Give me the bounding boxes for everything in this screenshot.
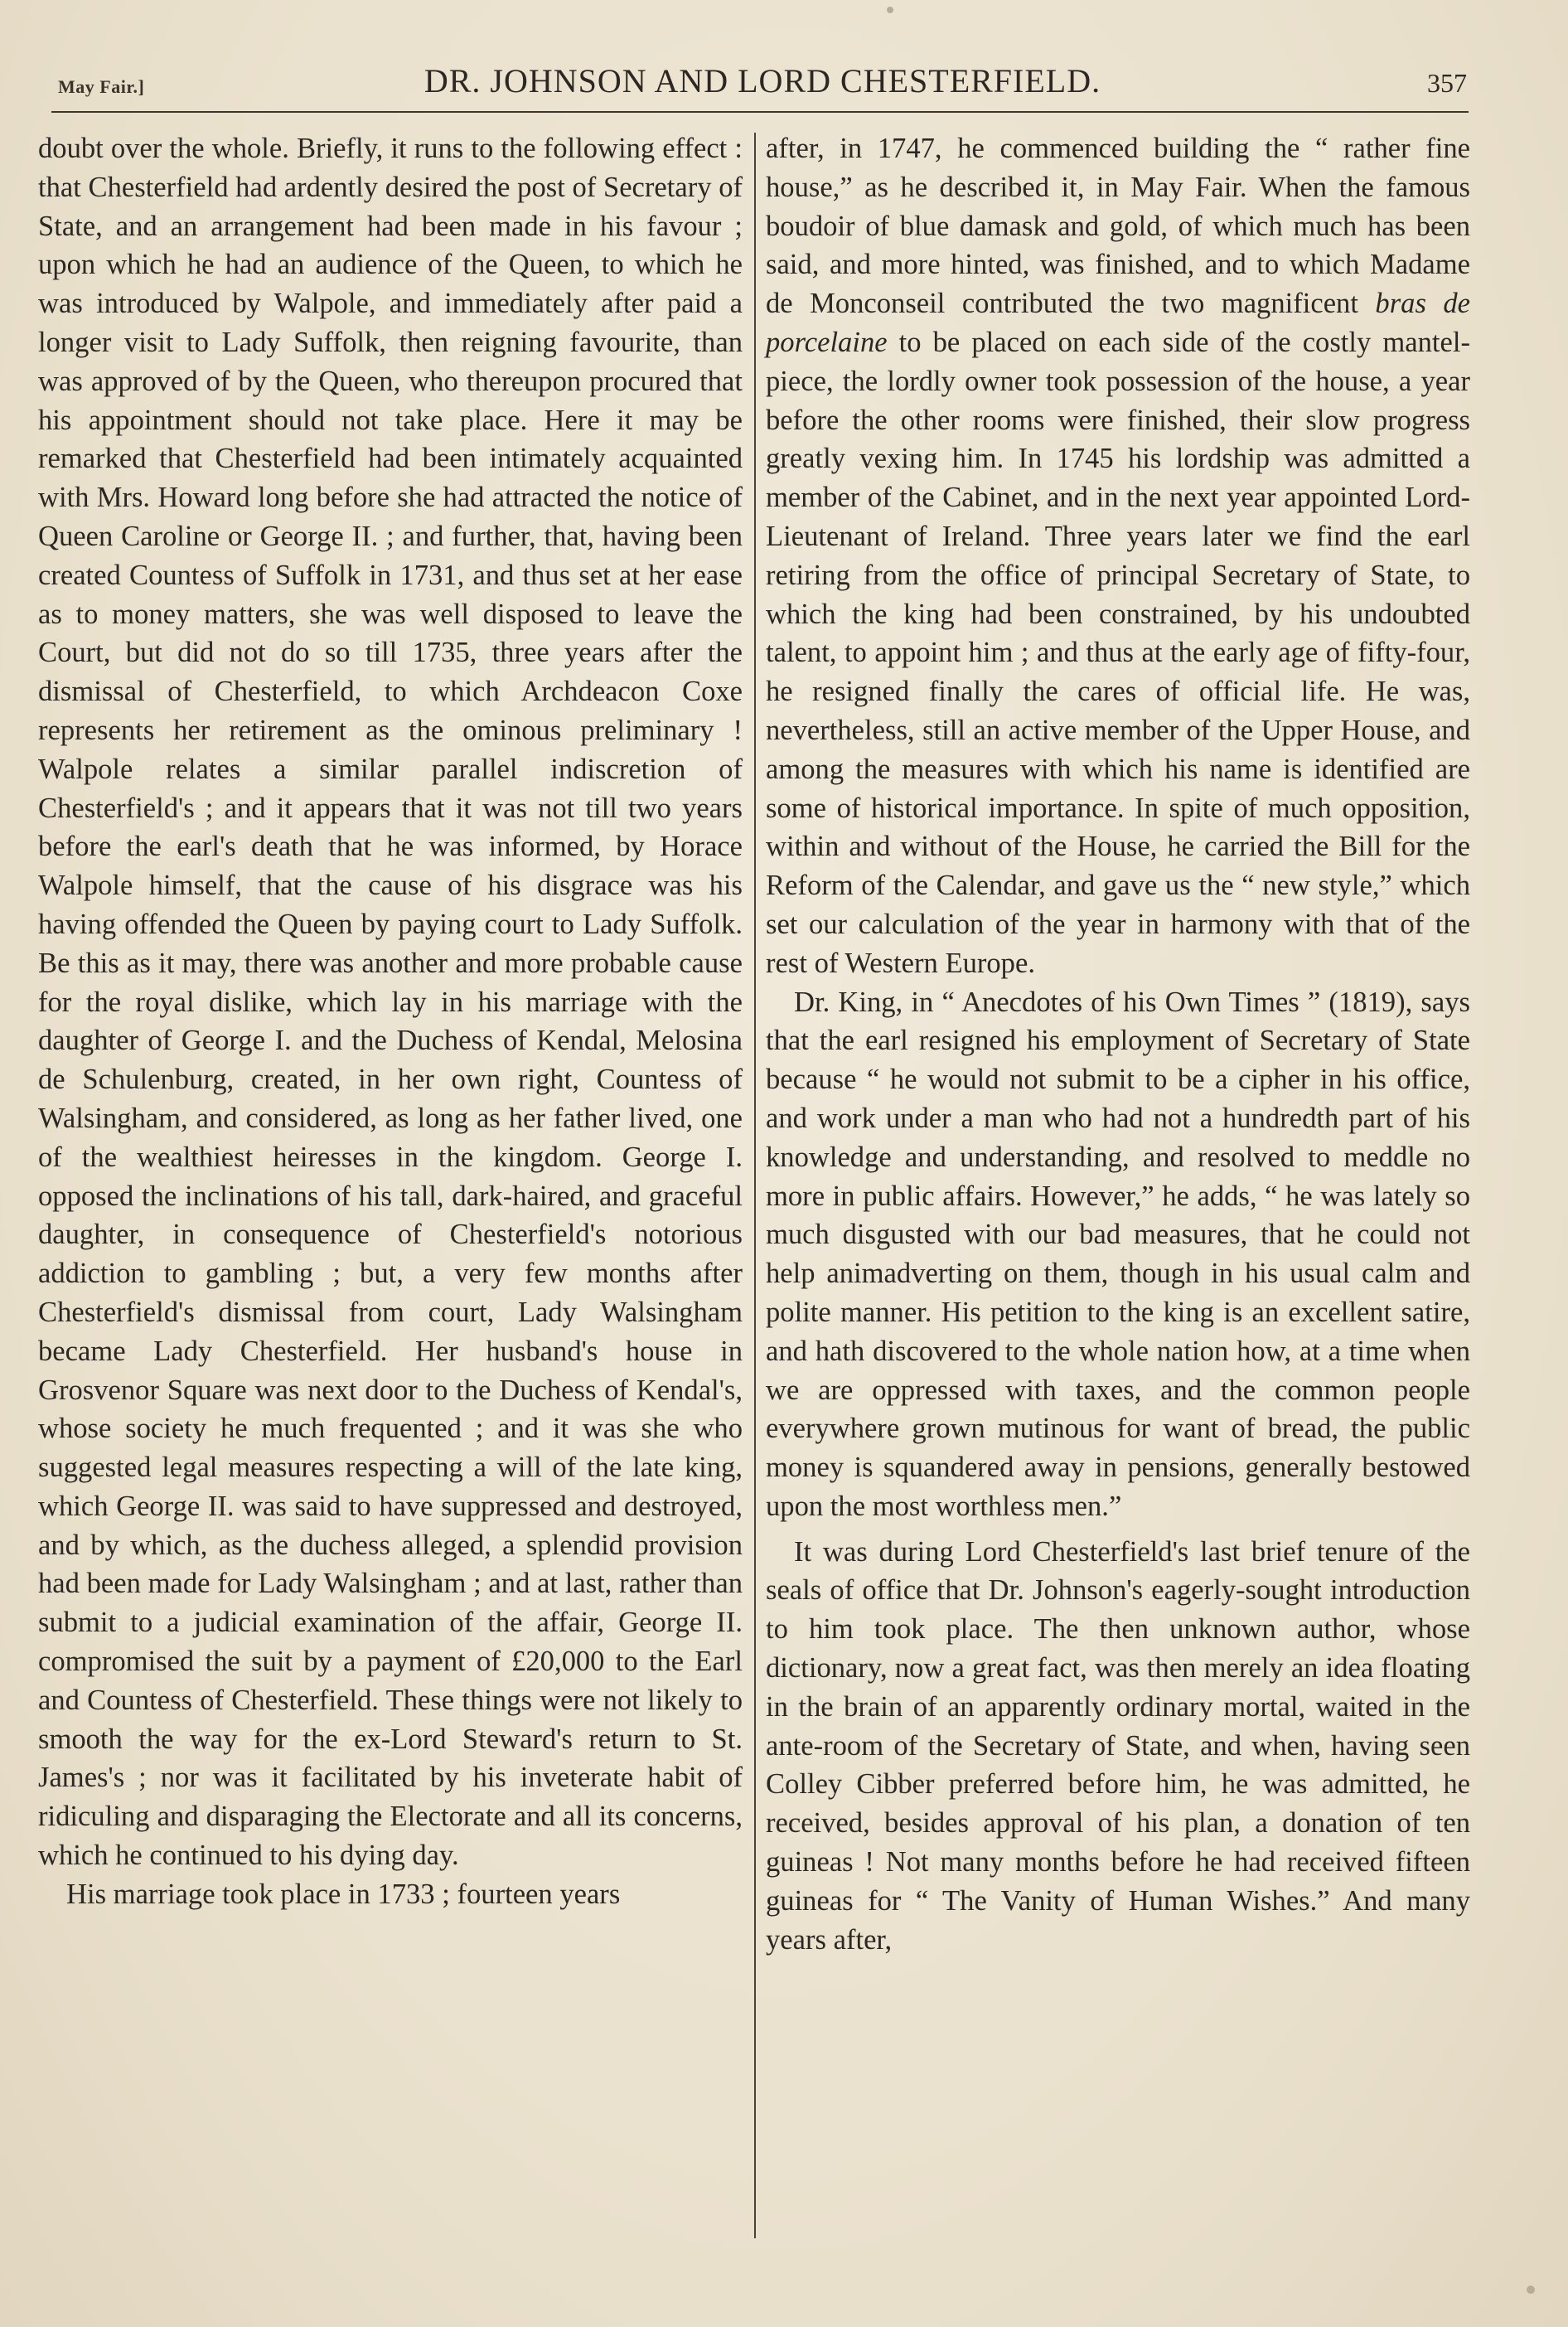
paper-speck	[1527, 2286, 1535, 2294]
text-run: to be placed on each side of the costly mantel-piece, the lordly owner took possession of the house, a year before the other rooms were finished, their slow progress greatly vexing him. In 1745 his lordship was admitted a member of the Cabinet, and in the next year appointed Lord-Lieutenant of Ireland. Three years later we find the earl retiring from the office of principal Secretary of State, to which the king had been constrained, by his undoubted talent, to appoint him ; and thus at the early age of fifty-four, he resigned finally the cares of official life. He was, nevertheless, still an active member of the Upper House, and among the measures with which his name is identified are some of historical importance. In spite of much opposition, within and without of the House, he carried the Bill for the Reform of the Calendar, and gave us the “ new style,” which set our calculation of the year in harmony with that of the rest of Western Europe.	[766, 326, 1470, 979]
paragraph: doubt over the whole. Briefly, it runs to the following effect : that Chesterfield had ardently desired the post of Secretary of State, and an arrangement had been made in his favour ; upon which he had an audience of the Queen, to which he was introduced by Walpole, and immediately after paid a longer visit to Lady Suffolk, then reigning favourite, than was approved of by the Queen, who thereupon procured that his appointment should not take place. Here it may be remarked that Chesterfield had been intimately acquainted with Mrs. Howard long before she had attracted the notice of Queen Caroline or George II. ; and further, that, having been created Countess of Suffolk in 1731, and thus set at her ease as to money matters, she was well disposed to leave the Court, but did not do so till 1735, three years after the dismissal of Chesterfield, to which Archdeacon Coxe represents her retirement as the ominous preliminary ! Walpole relates a similar parallel indiscretion of Chesterfield's ; and it appears that it was not till two years before the earl's death that he was informed, by Horace Walpole himself, that the cause of his disgrace was his having offended the Queen by paying court to Lady Suffolk. Be this as it may, there was another and more probable cause for the royal dislike, which lay in his marriage with the daughter of George I. and the Duchess of Kendal, Melosina de Schulenburg, created, in her own right, Countess of Walsingham, and considered, as long as her father lived, one of the wealthiest heiresses in the kingdom. George I. opposed the inclinations of his tall, dark-haired, and graceful daughter, in consequence of Chesterfield's notorious addiction to gambling ; but, a very few months after Chesterfield's dismissal from court, Lady Walsingham became Lady Chesterfield. Her husband's house in Grosvenor Square was next door to the Duchess of Kendal's, whose society he much frequented ; and it was she who suggested legal measures respecting a will of the late king, which George II. was said to have suppressed and destroyed, and by which, as the duchess alleged, a splendid provision had been made for Lady Walsingham ; and at last, rather than submit to a judicial examination of the affair, George II. compromised the suit by a payment of £20,000 to the Earl and Countess of Chesterfield. These things were not likely to smooth the way for the ex-Lord Steward's return to St. James's ; nor was it facilitated by his inveterate habit of ridiculing and disparaging the Electorate and all its concerns, which he continued to his dying day.	[38, 133, 743, 1872]
paragraph: It was during Lord Chesterfield's last brief tenure of the seals of office that Dr. Johnson's eagerly-sought introduction to him took place. The then unknown author, whose dictionary, now a great fact, was then merely an idea floating in the brain of an apparently ordinary mortal, waited in the ante-room of the Secretary of State, and when, having seen Colley Cibber preferred before him, he was admitted, he received, besides approval of his plan, a donation of ten guineas ! Not many months before he had received fifteen guineas for “ The Vanity of Human Wishes.” And many years after,	[766, 1535, 1470, 1956]
page-number: 357	[1427, 68, 1467, 98]
page-header	[58, 58, 1467, 108]
paragraph	[766, 129, 1470, 983]
paragraph: Dr. King, in “ Anecdotes of his Own Times ” (1819), says that the earl resigned his employment of Secretary of State because “ he would not submit to be a cipher in his office, and work under a man who had not a hundredth part of his knowledge and understanding, and resolved to meddle no more in public affairs. However,” he adds, “ he was lately so much disgusted with our bad measures, that he could not help animadverting on them, though in his usual calm and polite manner. His petition to the king is an excellent satire, and hath discovered to the whole nation how, at a time when we are oppressed with taxes, and the common people everywhere grown mutinous for want of bread, the public money is squandered away in pensions, generally bestowed upon the most worthless men.”	[766, 986, 1470, 1522]
left-column	[38, 129, 743, 1914]
column-divider	[754, 133, 756, 2238]
paper-speck	[887, 7, 893, 13]
header-rule	[51, 111, 1469, 113]
running-title: DR. JOHNSON AND LORD CHESTERFIELD.	[423, 62, 1101, 99]
paragraph: His marriage took place in 1733 ; fourteen years	[66, 1878, 621, 1910]
section-label: May Fair.]	[58, 76, 145, 97]
text-run: after, in 1747, he commenced building the “ rather fine house,” as he described it, in May Fair. When the famous boudoir of blue damask and gold, of which much has been said, and more hinted, was finished, and to which Madame de Monconseil contributed the two magnificent	[766, 133, 1470, 320]
italic-phrase: bras de porcelaine	[766, 288, 1470, 358]
right-column	[766, 129, 1470, 1959]
